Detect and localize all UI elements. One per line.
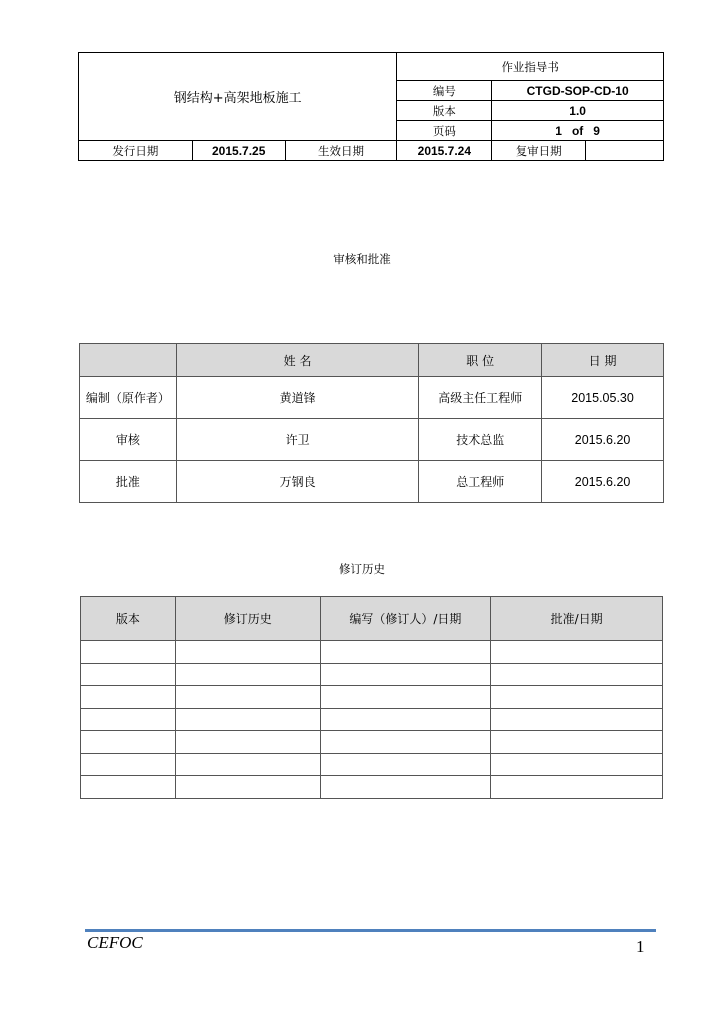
revision-cell	[81, 663, 176, 686]
table-row	[81, 776, 663, 799]
table-row	[80, 377, 664, 419]
footer-rule	[85, 929, 656, 932]
approval-name: 许卫	[176, 419, 419, 461]
table-row	[81, 731, 663, 754]
approval-col-position: 职 位	[419, 344, 542, 377]
document-type: 作业指导书	[397, 53, 664, 81]
approval-date: 2015.6.20	[542, 419, 664, 461]
revision-heading: 修订历史	[339, 562, 385, 576]
issue-date-value: 2015.7.25	[192, 141, 285, 161]
revision-cell	[81, 686, 176, 709]
code-label: 编号	[397, 81, 492, 101]
approval-name: 黄道锋	[176, 377, 419, 419]
version-label: 版本	[397, 101, 492, 121]
page-label: 页码	[397, 121, 492, 141]
revision-cell	[175, 731, 320, 754]
approval-heading: 审核和批准	[333, 252, 391, 266]
revision-cell	[175, 663, 320, 686]
approval-position: 技术总监	[419, 419, 542, 461]
table-row	[81, 753, 663, 776]
approval-role: 审核	[80, 419, 177, 461]
approval-col-name: 姓 名	[176, 344, 419, 377]
document-title: 钢结构+高架地板施工	[79, 53, 397, 141]
revision-cell	[491, 753, 663, 776]
approval-header-row	[80, 344, 664, 377]
document-header-table	[78, 52, 664, 161]
effective-date-label: 生效日期	[285, 141, 397, 161]
table-row	[80, 461, 664, 503]
revision-col-history: 修订历史	[175, 597, 320, 641]
footer-page-number: 1	[636, 937, 645, 956]
issue-date-label: 发行日期	[79, 141, 193, 161]
approval-table	[79, 343, 664, 503]
revision-cell	[320, 708, 491, 731]
approval-date: 2015.05.30	[542, 377, 664, 419]
revision-cell	[175, 641, 320, 664]
page-value: 1 of 9	[492, 121, 664, 141]
approval-role: 批准	[80, 461, 177, 503]
revision-cell	[491, 731, 663, 754]
revision-cell	[175, 776, 320, 799]
approval-name: 万钢良	[176, 461, 419, 503]
revision-cell	[81, 753, 176, 776]
approval-position: 高级主任工程师	[419, 377, 542, 419]
table-row	[81, 641, 663, 664]
table-row	[81, 708, 663, 731]
revision-cell	[320, 663, 491, 686]
approval-col-role	[80, 344, 177, 377]
revision-cell	[81, 731, 176, 754]
revision-col-author: 编写（修订人）/日期	[320, 597, 491, 641]
table-row	[81, 686, 663, 709]
approval-date: 2015.6.20	[542, 461, 664, 503]
revision-cell	[175, 686, 320, 709]
revision-cell	[491, 663, 663, 686]
revision-cell	[81, 708, 176, 731]
revision-cell	[320, 753, 491, 776]
revision-cell	[81, 641, 176, 664]
revision-cell	[491, 641, 663, 664]
revision-cell	[491, 776, 663, 799]
review-date-value	[586, 141, 664, 161]
revision-cell	[320, 641, 491, 664]
revision-cell	[175, 708, 320, 731]
version-value: 1.0	[492, 101, 664, 121]
revision-cell	[175, 753, 320, 776]
revision-cell	[491, 686, 663, 709]
revision-cell	[320, 731, 491, 754]
approval-position: 总工程师	[419, 461, 542, 503]
revision-cell	[320, 776, 491, 799]
revision-col-version: 版本	[81, 597, 176, 641]
approval-role: 编制（原作者）	[80, 377, 177, 419]
table-row	[81, 663, 663, 686]
effective-date-value: 2015.7.24	[397, 141, 492, 161]
approval-col-date: 日 期	[542, 344, 664, 377]
revision-cell	[320, 686, 491, 709]
revision-table	[80, 596, 663, 799]
code-value: CTGD-SOP-CD-10	[492, 81, 664, 101]
revision-cell	[81, 776, 176, 799]
table-row	[80, 419, 664, 461]
revision-header-row	[81, 597, 663, 641]
revision-cell	[491, 708, 663, 731]
revision-col-approval: 批准/日期	[491, 597, 663, 641]
review-date-label: 复审日期	[492, 141, 586, 161]
footer-brand: CEFOC	[87, 933, 143, 952]
